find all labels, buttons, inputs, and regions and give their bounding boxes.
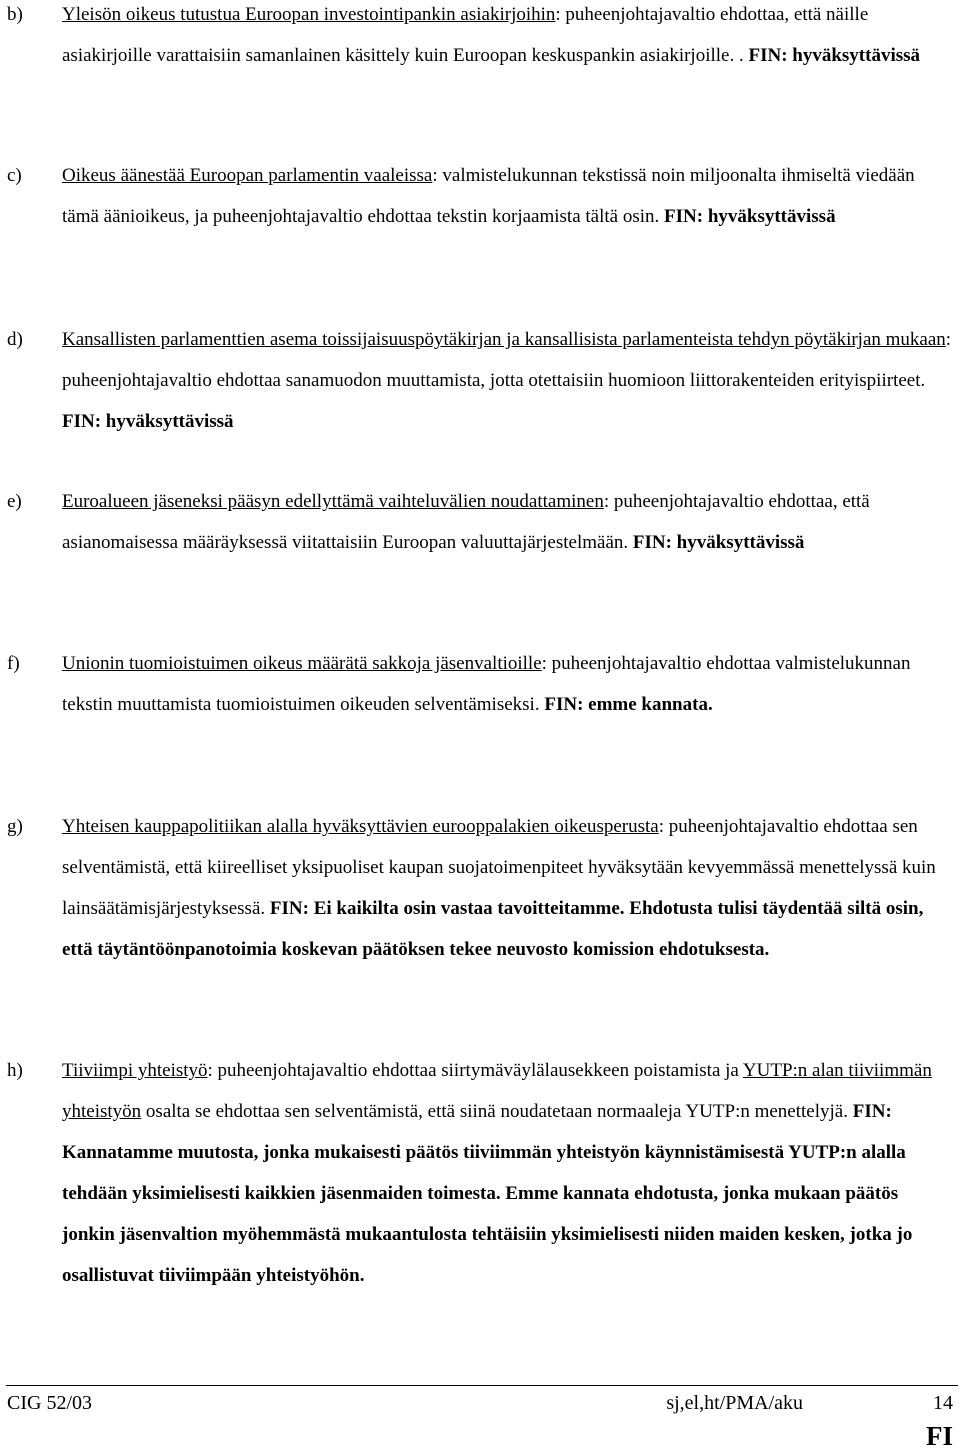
author-initials: sj,el,ht/PMA/aku xyxy=(666,1392,803,1414)
item-verdict: FIN: hyväksyttävissä xyxy=(62,411,234,432)
item-letter: g) xyxy=(7,816,23,837)
footer-divider xyxy=(6,1385,958,1386)
item-verdict: FIN: hyväksyttävissä xyxy=(664,206,836,227)
item-body xyxy=(62,481,952,563)
item-body xyxy=(62,319,952,442)
item-body xyxy=(62,643,952,725)
item-body xyxy=(62,155,952,237)
item-text: : puheenjohtajavaltio ehdottaa, että näille asiakirjoille varattaisiin samanlainen käsittely kuin Euroopan keskuspankin asiakirjoille. . xyxy=(62,4,869,66)
item-text-2: osalta se ehdottaa sen selventämistä, että siinä noudatetaan normaaleja YUTP:n menettelyjä. xyxy=(141,1101,853,1122)
item-letter: h) xyxy=(7,1060,23,1081)
item-verdict: FIN: hyväksyttävissä xyxy=(748,45,921,66)
item-body xyxy=(62,1050,952,1296)
item-verdict: FIN: emme kannata. xyxy=(544,694,713,715)
item-verdict: FIN: Kannatamme muutosta, jonka mukaisesti päätös tiiviimmän yhteistyön käynnistämisestä YUTP:n alalla tehdään yksimielisesti kaikkien jäsenmaiden toimesta. Emme kannata ehdotusta, jonka mukaan päätös jonkin jäsenvaltion myöhemmästä mukaantulosta tehtäisiin yksimielisesti niiden maiden kesken, jotka jo osallistuvat tiiviimpään yhteistyöhön. xyxy=(62,1101,913,1286)
item-text: : puheenjohtajavaltio ehdottaa valmistelukunnan tekstin muuttamista tuomioistuimen oikeuden selventämiseksi. xyxy=(62,653,911,715)
item-verdict: FIN: hyväksyttävissä xyxy=(632,532,805,553)
item-letter: b) xyxy=(7,4,23,25)
item-body xyxy=(62,806,952,970)
item-body xyxy=(62,0,952,76)
item-text: : puheenjohtajavaltio ehdottaa sen selventämistä, että kiireelliset yksipuoliset kaupan suojatoimenpiteet hyväksytään kevyemmässä menettelyssä kuin lainsäätämisjärjestyksessä. xyxy=(62,816,936,919)
item-title: Unionin tuomioistuimen oikeus määrätä sakkoja jäsenvaltioille xyxy=(62,653,542,674)
language-code: FI xyxy=(926,1421,953,1451)
page-number: 14 xyxy=(933,1392,953,1414)
item-title: Oikeus äänestää Euroopan parlamentin vaaleissa xyxy=(62,165,433,186)
item-text: : puheenjohtajavaltio ehdottaa siirtymäväylälausekkeen poistamista ja xyxy=(207,1060,743,1081)
item-text: : puheenjohtajavaltio ehdottaa, että asianomaisessa määräyksessä viitattaisiin Euroopan valuuttajärjestelmään. xyxy=(62,491,870,553)
item-letter: e) xyxy=(7,491,22,512)
document-reference: CIG 52/03 xyxy=(7,1392,92,1414)
item-title: Kansallisten parlamenttien asema toissijaisuuspöytäkirjan ja kansallisista parlamenteista tehdyn pöytäkirjan mukaan xyxy=(62,329,946,350)
item-verdict: FIN: Ei kaikilta osin vastaa tavoitteitamme. Ehdotusta tulisi täydentää siltä osin, että täytäntöönpanotoimia koskevan päätöksen tekee neuvosto komission ehdotuksesta. xyxy=(62,898,924,960)
item-title-2: YUTP:n alan tiiviimmän yhteistyön xyxy=(62,1060,932,1122)
item-letter: c) xyxy=(7,165,22,186)
page-footer xyxy=(7,1392,953,1422)
item-title: Yhteisen kauppapolitiikan alalla hyväksyttävien eurooppalakien oikeusperusta xyxy=(62,816,659,837)
item-text: : puheenjohtajavaltio ehdottaa sanamuodon muuttamista, jotta otettaisiin huomioon liittorakenteiden erityispiirteet. xyxy=(62,329,952,391)
item-letter: d) xyxy=(7,329,23,350)
item-title: Euroalueen jäseneksi pääsyn edellyttämä vaihteluvälien noudattaminen xyxy=(62,491,604,512)
item-title: Yleisön oikeus tutustua Euroopan investointipankin asiakirjoihin xyxy=(62,4,556,25)
item-letter: f) xyxy=(7,653,20,674)
item-text: : valmistelukunnan tekstissä noin miljoonalta ihmiseltä viedään tämä äänioikeus, ja puheenjohtajavaltio ehdottaa tekstin korjaamista tältä osin. xyxy=(62,165,915,227)
item-title: Tiiviimpi yhteistyö xyxy=(62,1060,208,1081)
